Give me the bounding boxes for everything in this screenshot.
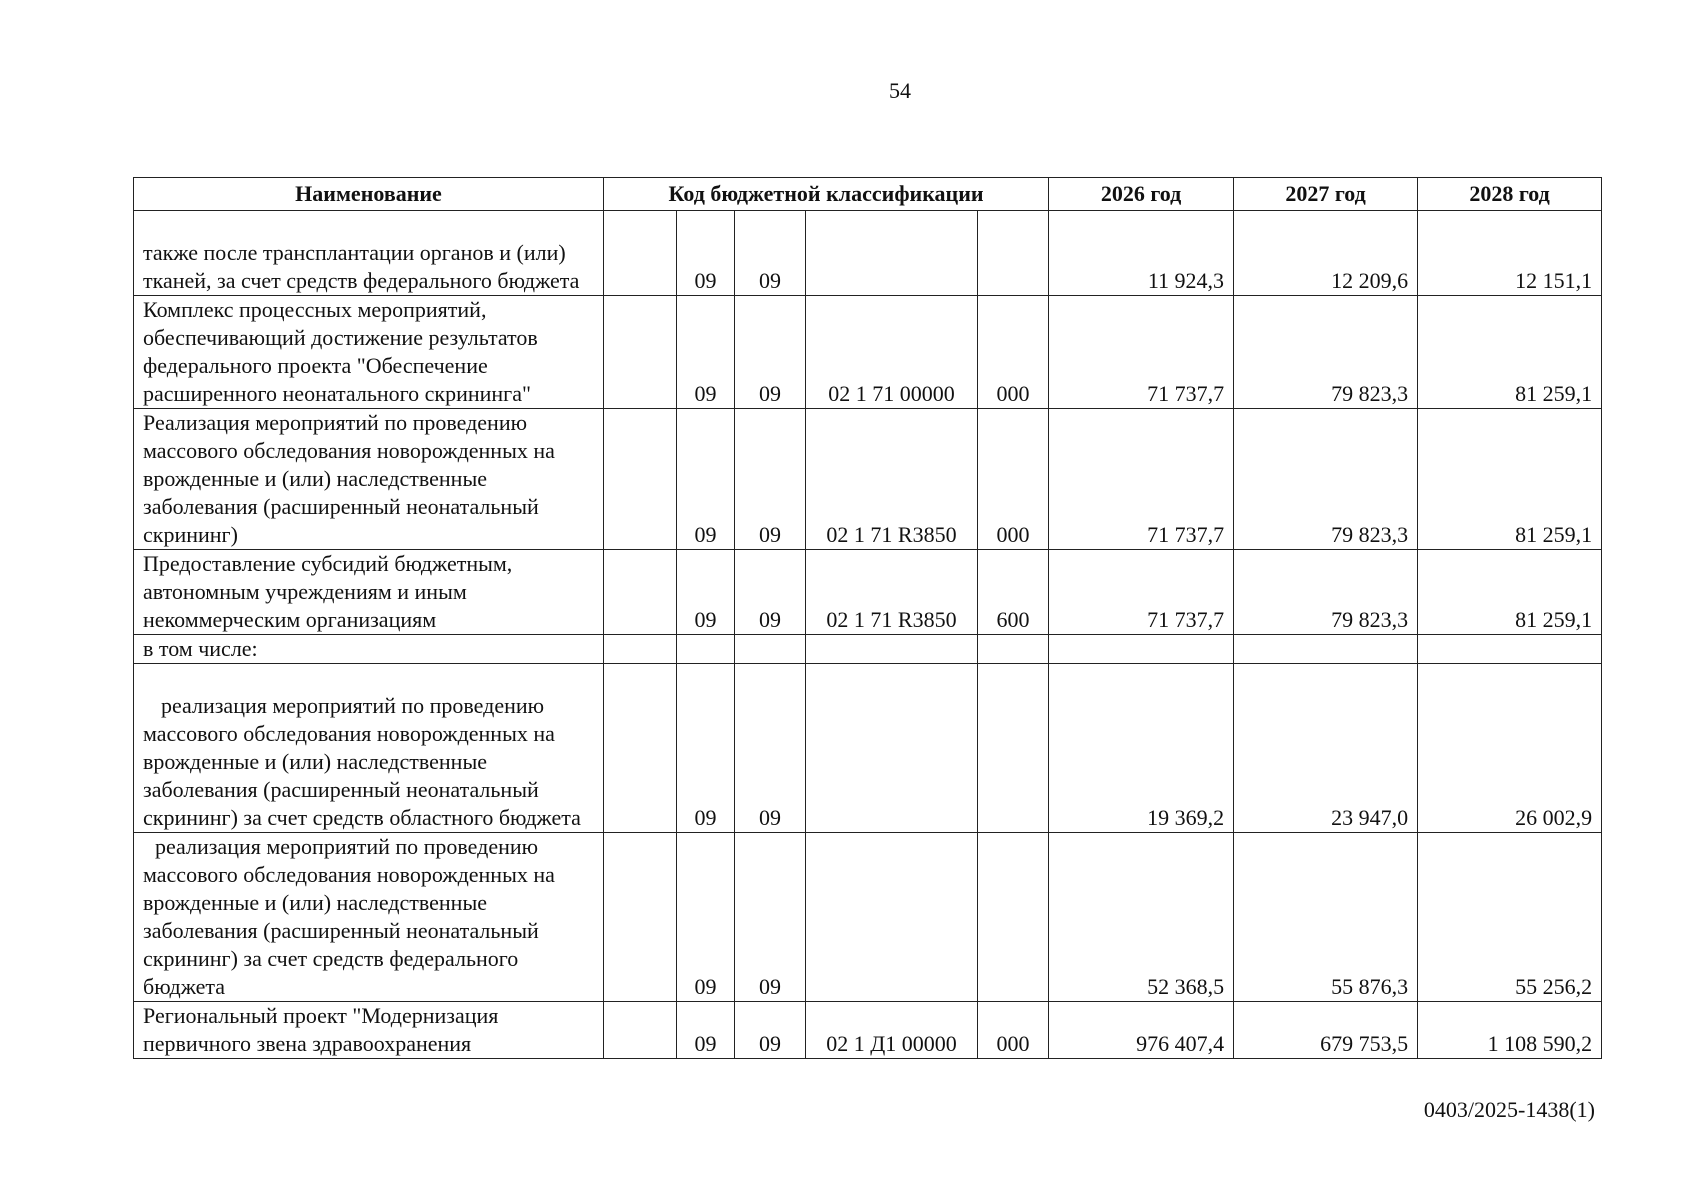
row-csr [806,833,978,1002]
header-code: Код бюджетной классификации [604,178,1049,211]
row-2028: 26 002,9 [1418,664,1602,833]
row-csr [806,635,978,664]
table-row [134,550,1602,635]
row-name: в том числе: [134,635,604,664]
budget-table [133,177,1602,1059]
row-vr: 000 [978,409,1049,550]
row-vr: 000 [978,296,1049,409]
header-2027: 2027 год [1234,178,1418,211]
row-2027: 55 876,3 [1234,833,1418,1002]
row-2028: 55 256,2 [1418,833,1602,1002]
row-2028: 81 259,1 [1418,550,1602,635]
row-rz: 09 [677,296,735,409]
row-rz: 09 [677,550,735,635]
row-name: также после трансплантации органов и (или) тканей, за счет средств федерального бюджета [134,211,604,296]
row-2026: 71 737,7 [1049,550,1234,635]
row-2027: 23 947,0 [1234,664,1418,833]
row-2028: 81 259,1 [1418,409,1602,550]
table-row [134,664,1602,833]
table-row [134,409,1602,550]
row-vr [978,833,1049,1002]
row-2027: 79 823,3 [1234,409,1418,550]
row-rz: 09 [677,211,735,296]
row-gap-cell [604,409,677,550]
row-2028: 12 151,1 [1418,211,1602,296]
row-2026: 11 924,3 [1049,211,1234,296]
row-name: Комплекс процессных мероприятий, обеспечивающий достижение результатов федерального проекта "Обеспечение расширенного неонатального скрининга" [134,296,604,409]
header-2028: 2028 год [1418,178,1602,211]
row-csr [806,211,978,296]
row-csr [806,664,978,833]
row-name: Предоставление субсидий бюджетным, автономным учреждениям и иным некоммерческим организациям [134,550,604,635]
row-rz: 09 [677,409,735,550]
row-gap-cell [604,664,677,833]
row-2027: 12 209,6 [1234,211,1418,296]
row-pr: 09 [735,833,806,1002]
row-2027 [1234,635,1418,664]
row-2027: 679 753,5 [1234,1002,1418,1059]
row-gap-cell [604,1002,677,1059]
table-row [134,1002,1602,1059]
table-header-row [134,178,1602,211]
document-id: 0403/2025-1438(1) [1423,1097,1595,1122]
row-name: реализация мероприятий по проведению массового обследования новорожденных на врожденные и (или) наследственные заболевания (расширенный неонатальный скрининг) за счет средств областного бюджета [134,664,604,833]
row-csr: 02 1 71 R3850 [806,550,978,635]
row-vr [978,635,1049,664]
table-row [134,635,1602,664]
row-2028: 81 259,1 [1418,296,1602,409]
row-gap-cell [604,550,677,635]
row-vr: 600 [978,550,1049,635]
row-pr [735,635,806,664]
row-2026: 52 368,5 [1049,833,1234,1002]
row-name: Реализация мероприятий по проведению массового обследования новорожденных на врожденные и (или) наследственные заболевания (расширенный неонатальный скрининг) [134,409,604,550]
row-gap-cell [604,296,677,409]
row-2026 [1049,635,1234,664]
row-pr: 09 [735,1002,806,1059]
row-vr [978,664,1049,833]
header-2026: 2026 год [1049,178,1234,211]
table-row [134,211,1602,296]
row-rz: 09 [677,1002,735,1059]
row-2028 [1418,635,1602,664]
row-csr: 02 1 71 00000 [806,296,978,409]
row-rz [677,635,735,664]
row-gap-cell [604,833,677,1002]
row-vr: 000 [978,1002,1049,1059]
row-gap-cell [604,211,677,296]
page-number: 54 [889,78,911,103]
row-name: реализация мероприятий по проведению массового обследования новорожденных на врожденные и (или) наследственные заболевания (расширенный неонатальный скрининг) за счет средств федерального бюджета [134,833,604,1002]
row-gap-cell [604,635,677,664]
row-csr: 02 1 71 R3850 [806,409,978,550]
row-2026: 19 369,2 [1049,664,1234,833]
row-csr: 02 1 Д1 00000 [806,1002,978,1059]
row-rz: 09 [677,833,735,1002]
table-row [134,833,1602,1002]
row-2026: 71 737,7 [1049,296,1234,409]
row-2027: 79 823,3 [1234,550,1418,635]
row-2026: 976 407,4 [1049,1002,1234,1059]
row-rz: 09 [677,664,735,833]
row-pr: 09 [735,664,806,833]
row-name: Региональный проект "Модернизация первичного звена здравоохранения [134,1002,604,1059]
header-name: Наименование [134,178,604,211]
row-pr: 09 [735,409,806,550]
row-2028: 1 108 590,2 [1418,1002,1602,1059]
row-pr: 09 [735,296,806,409]
row-pr: 09 [735,211,806,296]
row-vr [978,211,1049,296]
row-2027: 79 823,3 [1234,296,1418,409]
row-2026: 71 737,7 [1049,409,1234,550]
row-pr: 09 [735,550,806,635]
table-row [134,296,1602,409]
